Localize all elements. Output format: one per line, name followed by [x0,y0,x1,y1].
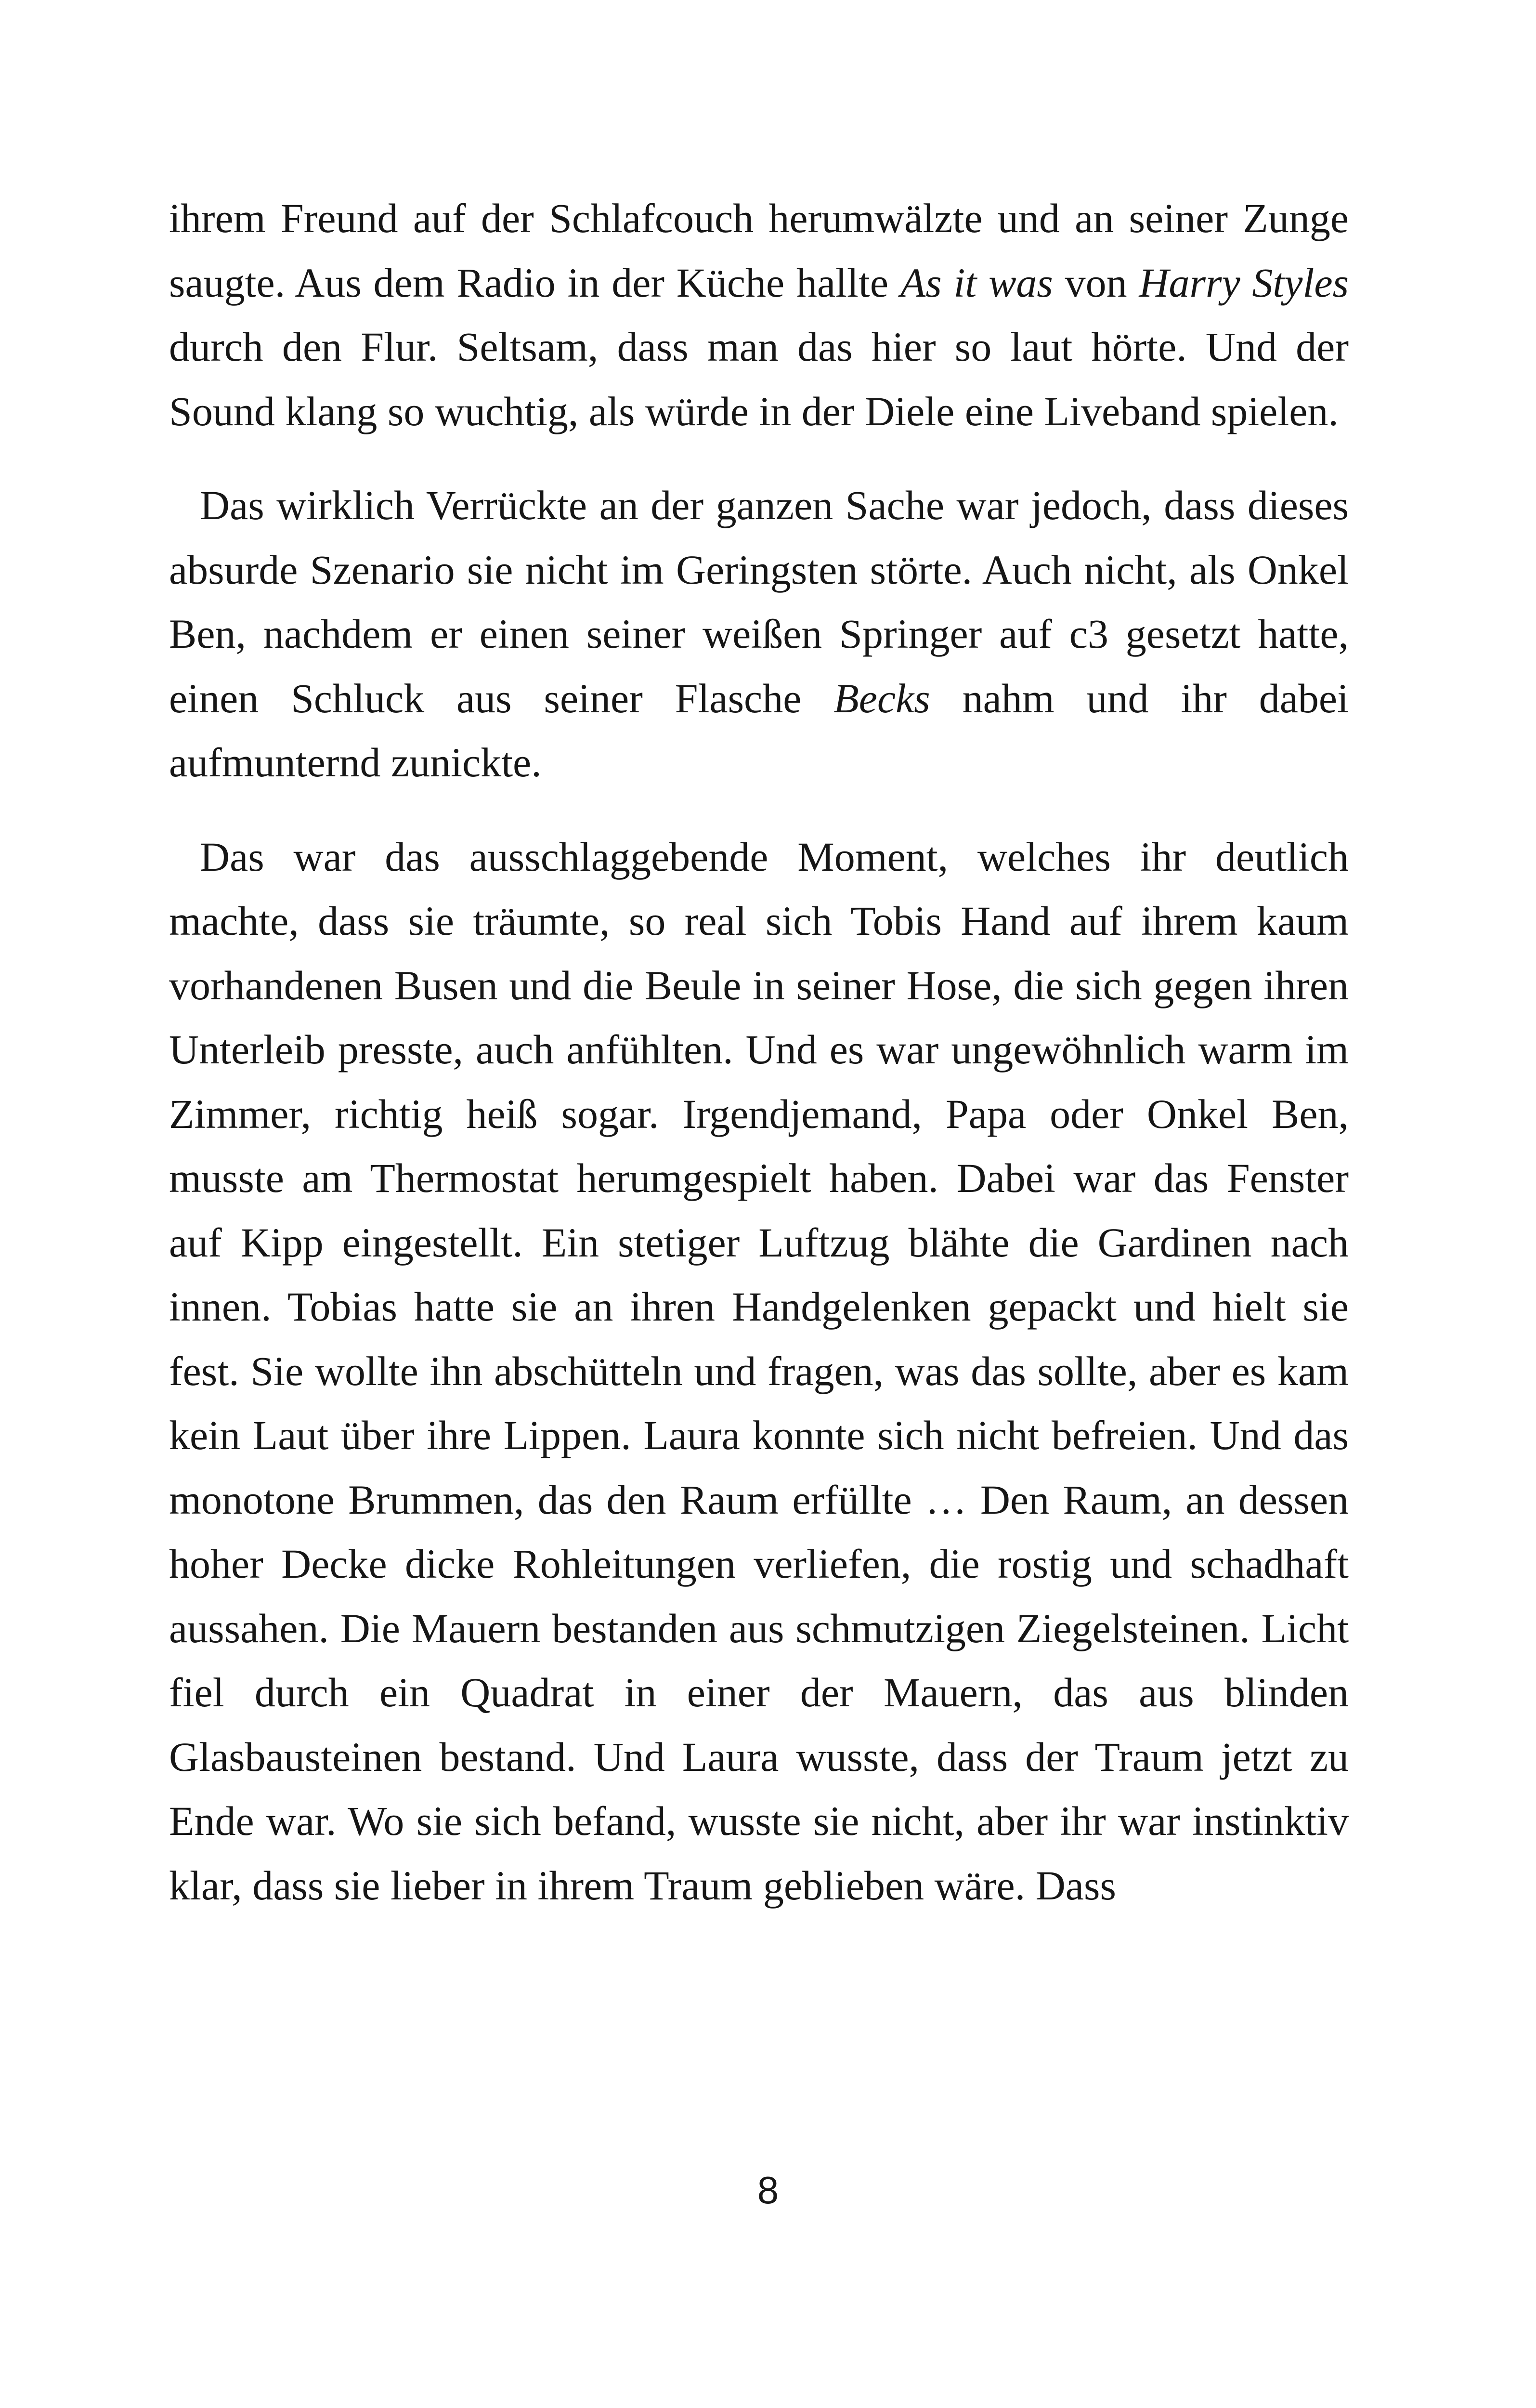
beer-brand: Becks [833,675,930,721]
song-title: As it was [900,259,1053,306]
body-text [169,186,1349,1918]
paragraph-2-text: nahm und ihr dabei aufmunternd zunickte. [169,675,1349,785]
paragraph-1 [169,186,1349,444]
paragraph-2-text: Das wirklich Verrückte an der ganzen Sache war jedoch, dass dieses absurde Szenario sie nicht im Geringsten störte. Auch nicht, als Onkel Ben, nachdem er einen seiner weißen Springer auf c3 gesetzt hatte, einen Schluck aus seiner Flasche [169,482,1349,721]
paragraph-2 [169,473,1349,795]
paragraph-3 [169,825,1349,1918]
page-number: 8 [757,2169,779,2212]
paragraph-1-text: durch den Flur. Seltsam, dass man das hier so laut hörte. Und der Sound klang so wuchtig, als würde in der Diele eine Liveband spielen. [169,324,1349,434]
artist-name: Harry Styles [1139,259,1349,306]
paragraph-1-text: von [1053,259,1139,306]
paragraph-3-text: Das war das ausschlaggebende Moment, welches ihr deutlich machte, dass sie träumte, so real sich Tobis Hand auf ihrem kaum vorhandenen Busen und die Beule in seiner Hose, die sich gegen ihren Unterleib presste, auch anfühlten. Und es war ungewöhnlich warm im Zimmer, richtig heiß sogar. Irgendjemand, Papa oder Onkel Ben, musste am Thermostat herumgespielt haben. Dabei war das Fenster auf Kipp eingestellt. Ein stetiger Luftzug blähte die Gardinen nach innen. Tobias hatte sie an ihren Handgelenken gepackt und hielt sie fest. Sie wollte ihn abschütteln und fragen, was das sollte, aber es kam kein Laut über ihre Lippen. Laura konnte sich nicht befreien. Und das monotone Brummen, das den Raum erfüllte … Den Raum, an dessen hoher Decke dicke Rohleitungen verliefen, die rostig und schadhaft aussahen. Die Mauern bestanden aus schmutzigen Ziegelsteinen. Licht fiel durch ein Quadrat in einer der Mauern, das aus blinden Glasbausteinen bestand. Und Laura wusste, dass der Traum jetzt zu Ende war. Wo sie sich befand, wusste sie nicht, aber ihr war instinktiv klar, dass sie lieber in ihrem Traum geblieben wäre. Dass [169,833,1349,1909]
paragraph-1-text: ihrem Freund auf der Schlafcouch herumwälzte und an seiner Zunge saugte. Aus dem Radio in der Küche hallte [169,195,1349,306]
